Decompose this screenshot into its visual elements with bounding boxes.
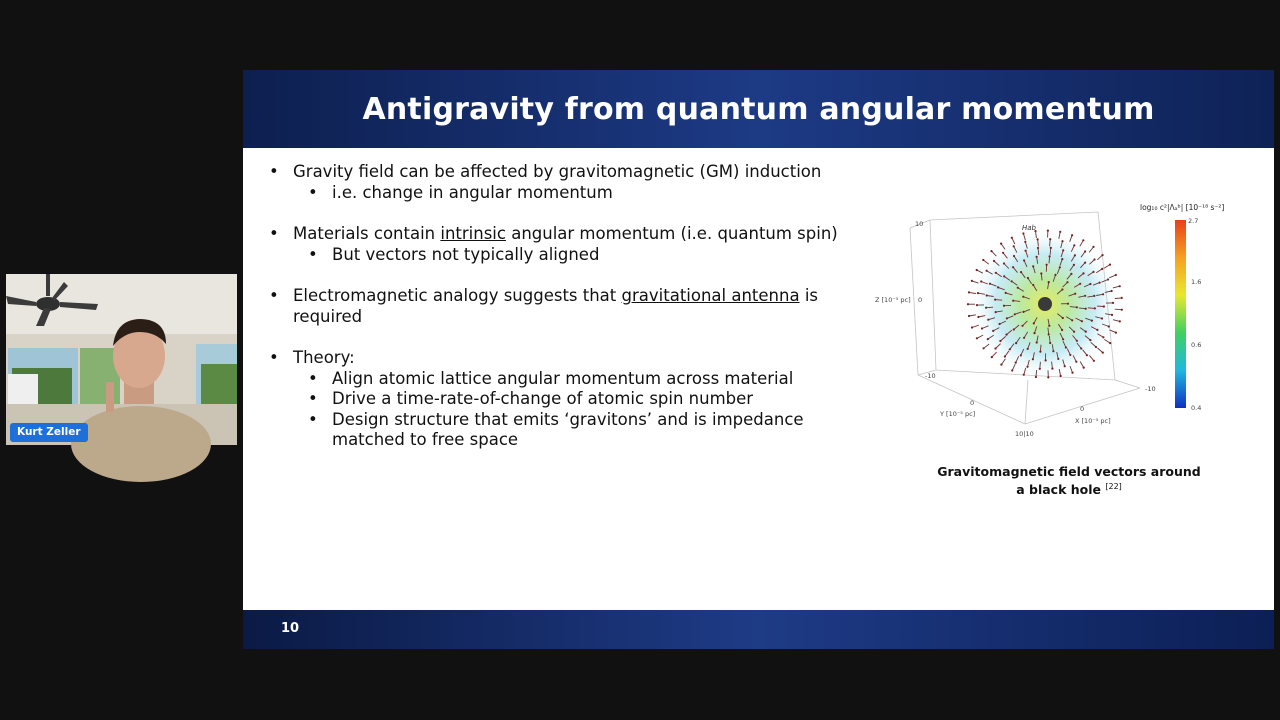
field-vector-arrowhead xyxy=(1033,322,1035,324)
field-vector-arrowhead xyxy=(1094,307,1096,309)
field-vector-arrowhead xyxy=(1119,285,1121,287)
field-vector-arrowhead xyxy=(1061,329,1063,331)
field-vector-arrowhead xyxy=(1093,258,1095,260)
field-vector-arrowhead xyxy=(1091,320,1093,322)
field-vector-arrowhead xyxy=(1047,376,1049,378)
field-vector-arrowhead xyxy=(1076,306,1078,308)
field-vector-arrowhead xyxy=(980,280,982,282)
bullet-materials xyxy=(269,224,849,245)
field-vector-arrowhead xyxy=(1020,354,1022,356)
field-vector-arrowhead xyxy=(1074,293,1076,295)
field-vector-arrowhead xyxy=(1027,348,1029,350)
field-vector-arrowhead xyxy=(1067,303,1069,305)
participant-video-frame xyxy=(6,274,237,445)
field-vector-arrowhead xyxy=(1012,300,1014,302)
field-vector-arrowhead xyxy=(1011,280,1013,282)
colorbar-label: log₁₀ c²|Λₐᵇ| [10⁻¹⁸ s⁻²] xyxy=(1140,203,1225,212)
field-vector-arrowhead xyxy=(994,347,996,349)
field-vector-arrowhead xyxy=(976,304,978,306)
field-vector-arrowhead xyxy=(1082,272,1084,274)
field-vector-arrowhead xyxy=(1108,325,1110,327)
field-vector-arrowhead xyxy=(1013,245,1015,247)
field-vector-arrowhead xyxy=(1045,359,1047,361)
field-vector-arrowhead xyxy=(1082,239,1084,241)
field-vector-arrowhead xyxy=(1035,376,1037,378)
field-vector-arrowhead xyxy=(1059,231,1061,233)
field-vector-arrowhead xyxy=(1039,351,1041,353)
field-vector-arrowhead xyxy=(1070,273,1072,275)
field-vector-arrowhead xyxy=(983,347,985,349)
field-vector-arrowhead xyxy=(1076,340,1078,342)
field-vector-arrowhead xyxy=(982,259,984,261)
field-vector-arrowhead xyxy=(1084,295,1086,297)
field-vector-arrowhead xyxy=(1023,337,1025,339)
field-vector-arrowhead xyxy=(1085,331,1087,333)
field-vector-arrowhead xyxy=(1047,230,1049,232)
field-vector-arrowhead xyxy=(1048,325,1050,327)
bullet-list xyxy=(269,162,849,451)
presentation-slide xyxy=(243,70,1274,649)
field-vector-arrowhead xyxy=(1061,240,1063,242)
field-vector-arrowhead xyxy=(986,294,988,296)
field-vector-arrowhead xyxy=(1062,338,1064,340)
sub-bullet-design-structure: • Design structure that emits ‘gravitons’ and is impedance matched to free space xyxy=(269,410,849,451)
sub-bullet-vectors: • But vectors not typically aligned xyxy=(269,245,849,266)
sub-bullet-angular-momentum: • i.e. change in angular momentum xyxy=(269,183,849,204)
field-vector-arrowhead xyxy=(1109,342,1111,344)
field-vector-arrowhead xyxy=(1095,346,1097,348)
field-vector-arrowhead xyxy=(989,283,991,285)
bullet-analogy-pre: Electromagnetic analogy suggests that xyxy=(293,286,622,305)
figure-caption xyxy=(919,464,1219,497)
field-vector-arrowhead xyxy=(1057,358,1059,360)
field-vector-arrowhead xyxy=(1020,271,1022,273)
field-vector-arrowhead xyxy=(1000,243,1002,245)
field-vector-arrowhead xyxy=(1003,275,1005,277)
field-vector-arrowhead xyxy=(1112,302,1114,304)
field-vector-arrowhead xyxy=(1036,341,1038,343)
field-vector-arrowhead xyxy=(1002,252,1004,254)
field-vector-arrowhead xyxy=(1012,266,1014,268)
field-vector-arrowhead xyxy=(1073,264,1075,266)
slide-footer-bar xyxy=(243,610,1274,649)
field-vector-arrowhead xyxy=(1022,232,1024,234)
field-vector-arrowhead xyxy=(999,323,1001,325)
caption-reference: [22] xyxy=(1105,482,1122,491)
field-vector-arrowhead xyxy=(1026,366,1028,368)
field-vector-arrowhead xyxy=(1101,268,1103,270)
field-vector-arrowhead xyxy=(1004,355,1006,357)
field-vector-arrowhead xyxy=(1089,339,1091,341)
field-vector-arrowhead xyxy=(1027,277,1029,279)
field-vector-arrowhead xyxy=(1086,354,1088,356)
field-vector-arrowhead xyxy=(1023,259,1025,261)
field-vector-arrowhead xyxy=(1081,320,1083,322)
field-vector-arrowhead xyxy=(985,307,987,309)
field-vector-arrowhead xyxy=(991,356,993,358)
field-vector-arrowhead xyxy=(1071,372,1073,374)
colorbar-tick-max: 2.7 xyxy=(1188,217,1199,225)
field-vector-arrowhead xyxy=(1103,305,1105,307)
field-vector-arrowhead xyxy=(1084,262,1086,264)
field-vector-arrowhead xyxy=(1062,317,1064,319)
field-vector-arrowhead xyxy=(1003,305,1005,307)
field-vector-arrowhead xyxy=(1085,308,1087,310)
field-vector-arrowhead xyxy=(1111,314,1113,316)
field-vector-arrowhead xyxy=(1011,369,1013,371)
field-vector-arrowhead xyxy=(987,319,989,321)
field-vector-arrowhead xyxy=(1084,250,1086,252)
bullet-theory: • Theory: xyxy=(269,348,849,369)
field-vector-arrowhead xyxy=(1023,374,1025,376)
y-axis-label: Y [10⁻⁵ pc] xyxy=(940,410,976,418)
field-vector-arrowhead xyxy=(1003,262,1005,264)
field-vector-arrowhead xyxy=(995,311,997,313)
bullet-analogy-post: is required xyxy=(293,286,819,326)
z-axis-zero: 0 xyxy=(918,296,923,304)
black-hole-marker xyxy=(1038,297,1052,311)
caption-line-1: Gravitomagnetic field vectors around xyxy=(937,464,1201,479)
field-vector-arrowhead xyxy=(1050,247,1052,249)
field-vector-arrowhead xyxy=(977,292,979,294)
field-vector-arrowhead xyxy=(1005,334,1007,336)
field-vector-arrowhead xyxy=(1101,317,1103,319)
field-vector-arrowhead xyxy=(1115,274,1117,276)
field-vector-arrowhead xyxy=(967,303,969,305)
field-vector-arrowhead xyxy=(1006,317,1008,319)
field-vector-arrowhead xyxy=(1071,319,1073,321)
field-vector-arrowhead xyxy=(1111,290,1113,292)
field-vector-arrowhead xyxy=(1037,238,1039,240)
slide-number: 10 xyxy=(281,621,300,636)
field-vector-arrowhead xyxy=(992,330,994,332)
x-axis-zero: 0 xyxy=(1080,405,1085,413)
bullet-materials-post: angular momentum (i.e. quantum spin) xyxy=(505,224,838,243)
field-vector-arrowhead xyxy=(1102,293,1104,295)
field-vector-arrowhead xyxy=(1099,282,1101,284)
field-vector-arrowhead xyxy=(1060,375,1062,377)
field-vector-arrowhead xyxy=(1049,255,1051,257)
field-vector-arrowhead xyxy=(1033,332,1035,334)
corner-left-value: -10 xyxy=(925,372,936,380)
field-vector-arrowhead xyxy=(1052,350,1054,352)
panel-label: Hab xyxy=(1022,224,1036,232)
field-vector-arrowhead xyxy=(1040,272,1042,274)
field-vector-arrowhead xyxy=(1083,367,1085,369)
bullet-materials-pre: Materials contain xyxy=(293,224,441,243)
y-axis-zero: 0 xyxy=(970,399,975,407)
caption-line-2: a black hole xyxy=(1016,482,1101,498)
field-vector-arrowhead xyxy=(1061,258,1063,260)
field-vector-arrowhead xyxy=(1051,368,1053,370)
field-vector-arrowhead xyxy=(1022,296,1024,298)
bullet-analogy-underlined: gravitational antenna xyxy=(621,286,800,305)
field-vector-arrowhead xyxy=(990,250,992,252)
field-vector-arrowhead xyxy=(976,269,978,271)
participant-name-tag: Kurt Zeller xyxy=(10,423,88,442)
field-vector-arrowhead xyxy=(1069,354,1071,356)
field-vector-arrowhead xyxy=(995,272,997,274)
field-vector-arrowhead xyxy=(993,260,995,262)
field-vector-arrowhead xyxy=(971,280,973,282)
field-vector-arrowhead xyxy=(1015,342,1017,344)
field-vector-arrowhead xyxy=(1089,283,1091,285)
field-vector-arrowhead xyxy=(1074,254,1076,256)
field-vector-arrowhead xyxy=(971,326,973,328)
field-vector-arrowhead xyxy=(1037,247,1039,249)
colorbar-tick-low: 0.6 xyxy=(1191,341,1202,349)
field-vector-arrowhead xyxy=(1102,336,1104,338)
bullet-gravity-field: • Gravity field can be affected by gravitomagnetic (GM) induction xyxy=(269,162,849,183)
axis-top-value: 10 xyxy=(915,220,924,228)
field-vector-arrowhead xyxy=(986,270,988,272)
field-vector-arrowhead xyxy=(997,286,999,288)
field-vector-arrowhead xyxy=(1115,332,1117,334)
x-axis-label: X [10⁻⁵ pc] xyxy=(1075,417,1111,425)
field-vector-arrowhead xyxy=(976,337,978,339)
field-vector-arrowhead xyxy=(1015,362,1017,364)
field-vector-arrowhead xyxy=(1039,368,1041,370)
z-axis-label: Z [10⁻⁵ pc] xyxy=(875,296,911,304)
field-vector-arrowhead xyxy=(1071,234,1073,236)
field-vector-arrowhead xyxy=(1119,320,1121,322)
bullet-materials-underlined: intrinsic xyxy=(440,224,506,243)
corner-bottom-value: 10|10 xyxy=(1015,430,1034,438)
field-vector-arrowhead xyxy=(1073,331,1075,333)
field-vector-arrowhead xyxy=(1092,271,1094,273)
webcam-video xyxy=(6,274,237,445)
field-vector-arrowhead xyxy=(1017,287,1019,289)
field-vector-arrowhead xyxy=(1025,250,1027,252)
field-vector-arrowhead xyxy=(994,299,996,301)
field-vector-arrowhead xyxy=(1022,311,1024,313)
field-vector-arrowhead xyxy=(981,327,983,329)
field-vector-arrowhead xyxy=(1046,264,1048,266)
field-vector-arrowhead xyxy=(1065,346,1067,348)
field-vector-arrowhead xyxy=(1080,347,1082,349)
field-vector-arrowhead xyxy=(1066,281,1068,283)
field-vector-arrowhead xyxy=(1092,246,1094,248)
colorbar-tick-mid: 1.6 xyxy=(1191,278,1202,286)
field-vector-arrowhead xyxy=(1013,328,1015,330)
field-vector-arrowhead xyxy=(1048,333,1050,335)
field-vector-arrowhead xyxy=(1032,284,1034,286)
sub-bullet-align-lattice: • Align atomic lattice angular momentum across material xyxy=(269,369,849,390)
field-vector-arrowhead xyxy=(1121,309,1123,311)
gm-field-figure xyxy=(870,203,1250,445)
field-vector-arrowhead xyxy=(1101,254,1103,256)
field-vector-arrowhead xyxy=(968,291,970,293)
field-vector-arrowhead xyxy=(1014,313,1016,315)
field-vector-arrowhead xyxy=(1109,264,1111,266)
field-vector-arrowhead xyxy=(1093,295,1095,297)
field-vector-arrowhead xyxy=(1021,325,1023,327)
corner-right-value: -10 xyxy=(1145,385,1156,393)
bullet-electromagnetic-analogy xyxy=(269,286,849,327)
colorbar xyxy=(1175,220,1186,408)
field-vector-arrowhead xyxy=(1059,266,1061,268)
field-vector-arrowhead xyxy=(1032,358,1034,360)
field-vector-arrowhead xyxy=(1121,297,1123,299)
field-vector-arrowhead xyxy=(1049,238,1051,240)
field-vector-arrowhead xyxy=(999,340,1001,342)
field-vector-arrowhead xyxy=(1107,278,1109,280)
field-vector-arrowhead xyxy=(1061,288,1063,290)
field-vector-arrowhead xyxy=(1075,361,1077,363)
field-vector-arrowhead xyxy=(1005,292,1007,294)
slide-title: Antigravity from quantum angular momentum xyxy=(362,92,1155,127)
field-vector-arrowhead xyxy=(1073,244,1075,246)
field-vector-arrowhead xyxy=(1009,348,1011,350)
field-vector-arrowhead xyxy=(987,338,989,340)
field-vector-arrowhead xyxy=(1079,283,1081,285)
field-vector-arrowhead xyxy=(1000,364,1002,366)
field-vector-arrowhead xyxy=(1093,360,1095,362)
field-vector-arrowhead xyxy=(1036,256,1038,258)
field-vector-arrowhead xyxy=(1011,237,1013,239)
field-vector-arrowhead xyxy=(1032,265,1034,267)
field-vector-arrowhead xyxy=(968,315,970,317)
field-vector-arrowhead xyxy=(1024,241,1026,243)
field-vector-arrowhead xyxy=(1013,255,1015,257)
field-vector-arrowhead xyxy=(1062,249,1064,251)
field-vector-arrowhead xyxy=(1054,274,1056,276)
field-vector-arrowhead xyxy=(1096,329,1098,331)
field-vector-arrowhead xyxy=(1102,352,1104,354)
field-vector-arrowhead xyxy=(1064,365,1066,367)
field-vector-arrowhead xyxy=(1049,342,1051,344)
field-vector-arrowhead xyxy=(977,316,979,318)
field-vector-arrowhead xyxy=(1048,281,1050,283)
colorbar-tick-min: 0.4 xyxy=(1191,404,1202,412)
sub-bullet-drive-spin: • Drive a time-rate-of-change of atomic spin number xyxy=(269,389,849,410)
